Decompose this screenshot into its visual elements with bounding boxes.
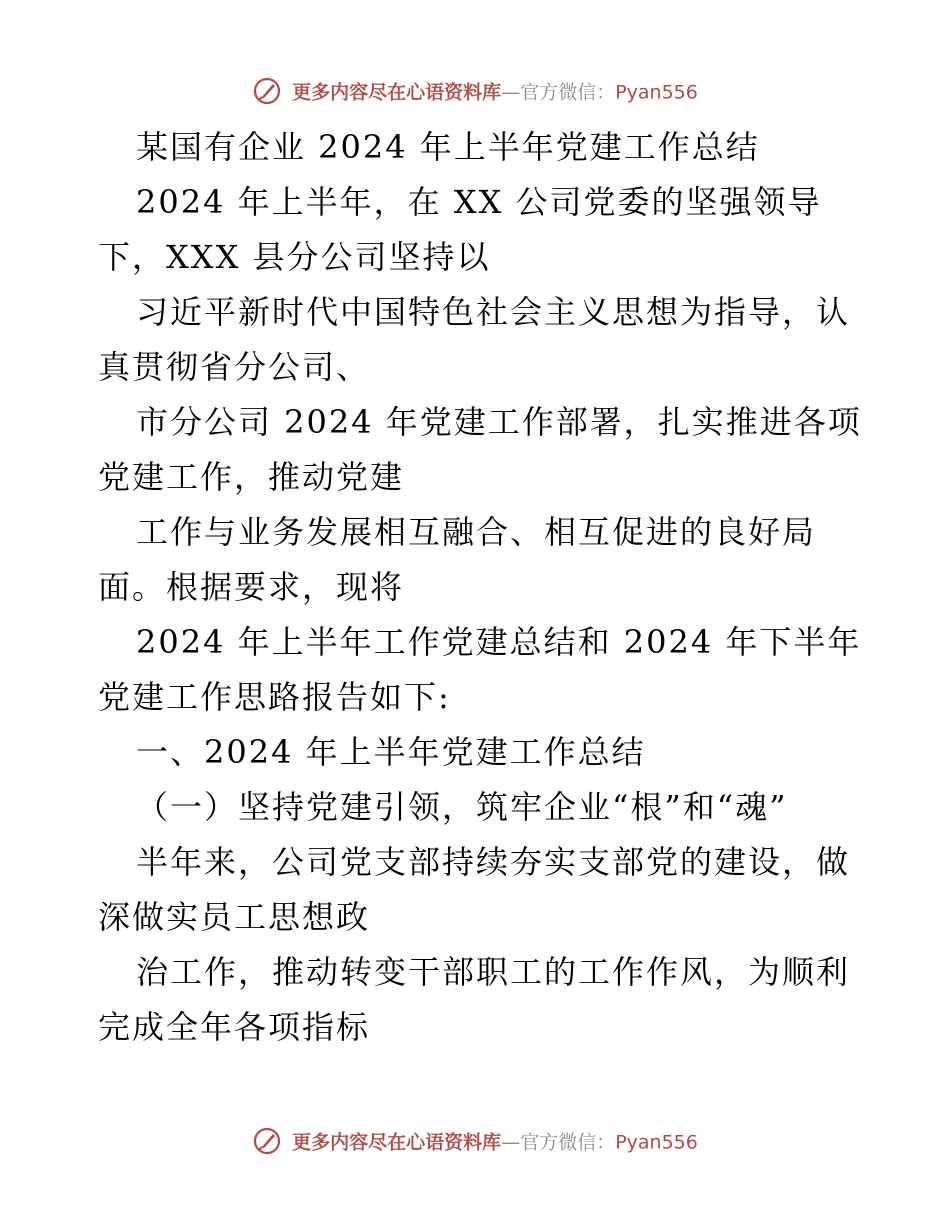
document-body [98, 120, 862, 1055]
paragraph-line: 面。根据要求，现将 [98, 568, 405, 606]
paragraph-line: 半年来，公司党支部持续夯实支部党的建设，做 [136, 843, 851, 881]
watermark-wechat-id: Pyan556 [615, 81, 698, 104]
document-title: 某国有企业 2024 年上半年党建工作总结 [136, 128, 760, 166]
watermark-dash: — [501, 81, 521, 104]
paragraph-line: 市分公司 2024 年党建工作部署，扎实推进各项 [136, 403, 862, 441]
paragraph-line: 习近平新时代中国特色社会主义思想为指导，认 [136, 293, 851, 331]
subsection-heading: （一）坚持党建引领，筑牢企业“根”和“魂” [136, 788, 788, 826]
section-heading: 一、2024 年上半年党建工作总结 [136, 733, 646, 771]
watermark-dash: — [501, 1131, 521, 1154]
watermark-main-text: 更多内容尽在心语资料库 [292, 81, 502, 104]
paragraph-line: 工作与业务发展相互融合、相互促进的良好局 [136, 513, 817, 551]
paragraph-line: 真贯彻省分公司、 [98, 348, 371, 386]
paragraph-line: 党建工作，推动党建 [98, 458, 405, 496]
feather-pen-circle-icon [252, 76, 282, 106]
watermark-wechat-label: 官方微信： [520, 81, 616, 104]
paragraph-line: 完成全年各项指标 [98, 1008, 371, 1046]
paragraph-line: 深做实员工思想政 [98, 898, 371, 936]
watermark-footer [0, 1128, 950, 1158]
watermark-header [0, 78, 950, 108]
watermark-wechat-id: Pyan556 [615, 1131, 698, 1154]
paragraph-line: 下，XXX 县分公司坚持以 [98, 238, 491, 276]
watermark-main-text: 更多内容尽在心语资料库 [292, 1131, 502, 1154]
paragraph-line: 2024 年上半年，在 XX 公司党委的坚强领导 [136, 183, 822, 221]
paragraph-line: 治工作，推动转变干部职工的工作作风，为顺利 [136, 953, 851, 991]
paragraph-line: 党建工作思路报告如下: [98, 678, 451, 716]
feather-pen-circle-icon [252, 1126, 282, 1156]
watermark-wechat-label: 官方微信： [520, 1131, 616, 1154]
paragraph-line: 2024 年上半年工作党建总结和 2024 年下半年 [136, 623, 862, 661]
